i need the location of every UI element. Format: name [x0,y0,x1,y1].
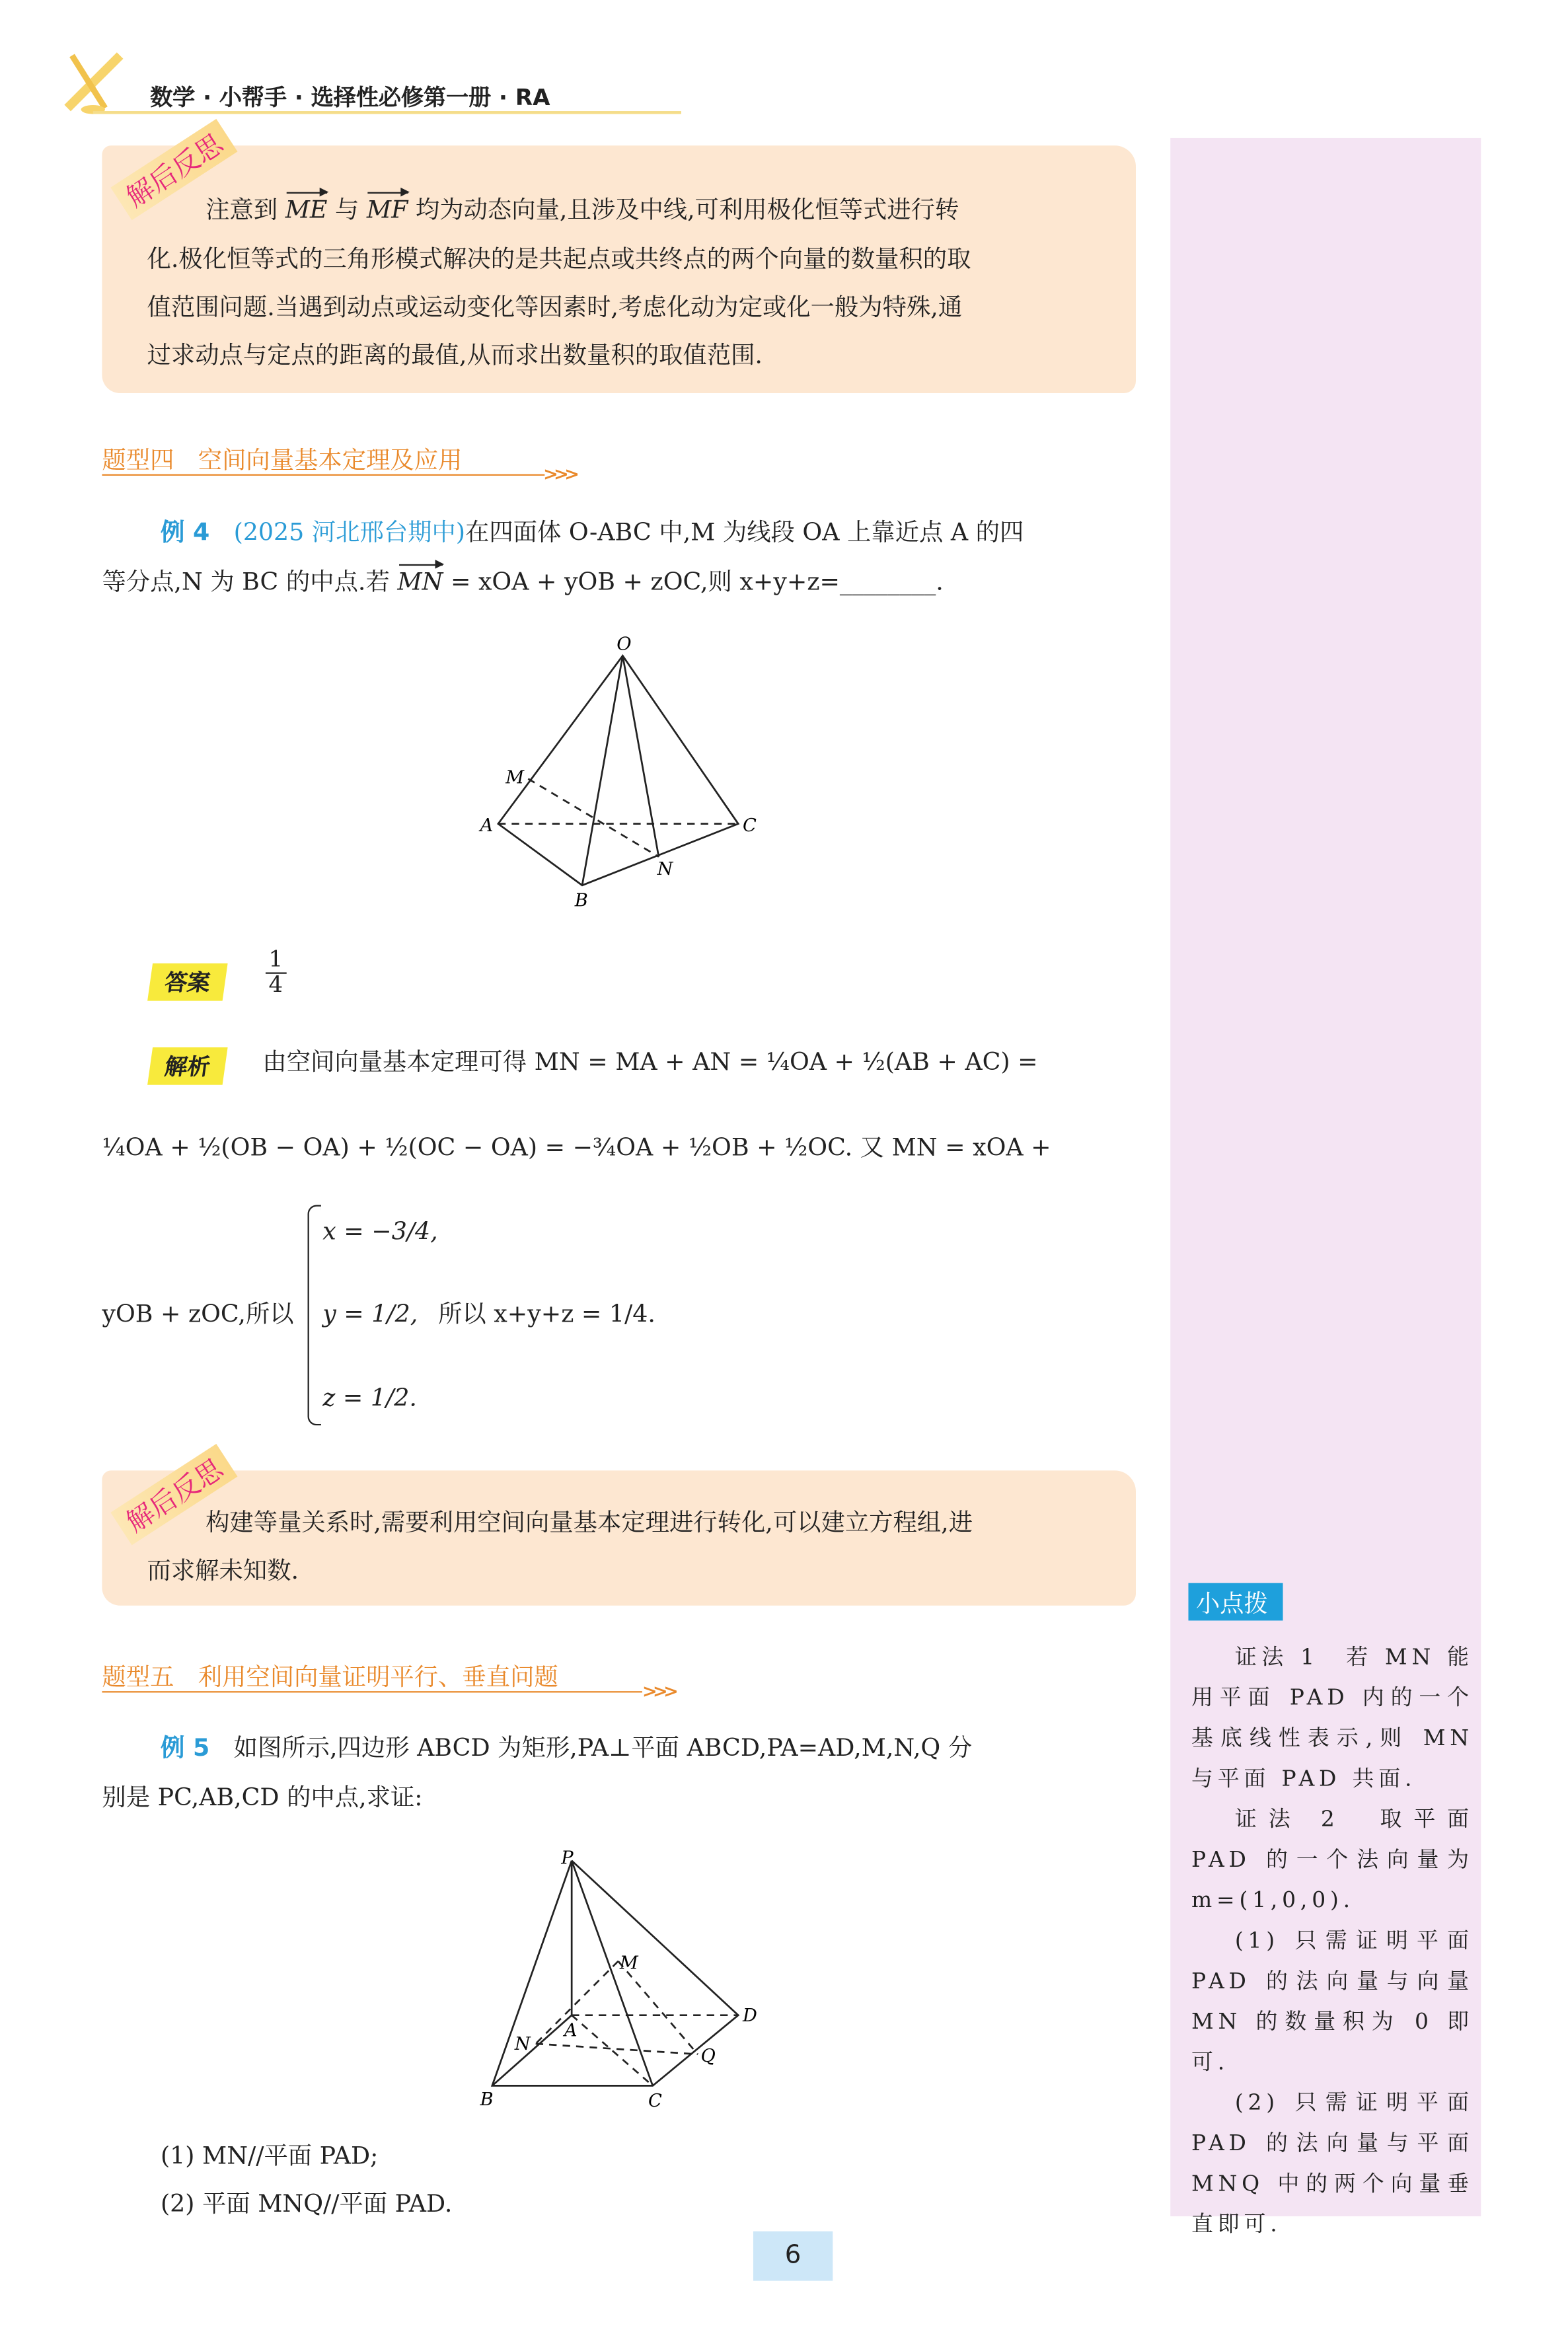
example-5-line-2: 别是 PC,AB,CD 的中点,求证: [102,1782,423,1811]
system-x: x = −3/4, [322,1217,438,1246]
equation: MN = MA + AN = ¼OA + ½(AB + AC) = [534,1047,1038,1076]
conclusion: 所以 x+y+z = 1/4. [438,1299,655,1328]
sidebar-paragraph: (2) 只需证明平面 PAD 的法向量与平面 MNQ 中的两个向量垂直即可. [1191,2091,1474,2237]
sidebar-text [1191,1639,1474,2247]
point-label: N [514,2033,531,2054]
equation: = xOA + yOB + zOC,则 x+y+z=________. [450,567,944,596]
text: 与 [334,195,359,224]
text: 均为动态向量,且涉及中线,可利用极化恒等式进行转 [415,195,959,224]
page-number: 6 [753,2232,833,2281]
example-label: 例 5 [160,1733,210,1762]
reflection-line-2: 而求解未知数. [147,1556,299,1585]
arrows-icon: >>> [642,1680,674,1702]
header-title: 数学 · 小帮手 · 选择性必修第一册 · RA [150,84,550,112]
analysis-line-1 [262,1047,1038,1076]
point-label: D [743,2005,757,2026]
reflection-badge: 解后反思 [110,119,237,220]
reflection-line-4: 过求动点与定点的距离的最值,从而求出数量积的取值范围. [147,340,763,369]
point-label: A [480,815,494,837]
answer-badge: 答案 [147,963,228,1001]
denominator: 4 [268,970,283,998]
answer-fraction [266,945,286,998]
point-label: C [743,815,757,837]
point-label: M [505,767,525,788]
system-y: y = 1/2, [322,1299,418,1328]
text: 等分点,N 为 BC 的中点.若 [102,567,390,596]
brace [308,1205,321,1425]
point-label: M [619,1953,638,1974]
text: 在四面体 O-ABC 中,M 为线段 OA 上靠近点 A 的四 [465,517,1024,546]
sidebar-paragraph: 证法 1 若 MN 能用平面 PAD 内的一个基底线性表示,则 MN 与平面 PAD 共面. [1191,1646,1474,1792]
point-label: B [574,890,588,911]
system-z: z = 1/2. [322,1383,417,1412]
numerator: 1 [266,948,286,973]
point-label: B [480,2089,494,2110]
example-4-line-2: 等分点,N 为 BC 的中点.若 MN = xOA + yOB + zOC,则 x+y+z=________. [102,567,944,596]
point-label: C [648,2091,662,2112]
reflection-line-3: 值范围问题.当遇到动点或运动变化等因素时,考虑化动为定或化一般为特殊,通 [147,292,963,321]
point-label: N [657,858,673,880]
sidebar-paragraph: 证法 2 取平面 PAD 的一个法向量为 m=(1,0,0). [1191,1808,1474,1914]
text: 由空间向量基本定理可得 [262,1047,527,1076]
point-label: A [564,2020,578,2041]
vector-mf: MF [366,195,408,224]
text: 如图所示,四边形 ABCD 为矩形,PA⊥平面 ABCD,PA=AD,M,N,Q 分 [233,1733,973,1762]
arrows-icon: >>> [543,463,576,485]
analysis-line-3: yOB + zOC,所以 [102,1299,294,1328]
example-5-line-1 [160,1733,973,1762]
example-source: (2025 河北邢台期中) [233,517,466,546]
point-label: O [616,634,632,655]
sidebar-paragraph: (1) 只需证明平面 PAD 的法向量与向量 MN 的数量积为 0 即可. [1191,1930,1474,2076]
reflection-badge: 解后反思 [110,1444,237,1545]
reflection-line-1: 构建等量关系时,需要利用空间向量基本定理进行转化,可以建立方程组,进 [205,1508,973,1537]
point-label: P [561,1848,574,1869]
section-heading: 题型四 空间向量基本定理及应用 [102,445,463,474]
reflection-line-2: 化.极化恒等式的三角形模式解决的是共起点或共终点的两个向量的数量积的取 [147,244,971,274]
text: 注意到 [205,195,278,224]
analysis-line-2: ¼OA + ½(OB − OA) + ½(OC − OA) = −¾OA + ½OB + ½OC. 又 MN = xOA + [102,1133,1051,1162]
reflection-box [102,1470,1136,1605]
point-label: Q [700,2046,716,2067]
example-label: 例 4 [160,517,210,546]
question-1: (1) MN//平面 PAD; [160,2141,379,2170]
vector-me: ME [285,195,328,224]
analysis-badge: 解析 [147,1047,228,1085]
tip-badge: 小点拨 [1188,1583,1283,1621]
question-2: (2) 平面 MNQ//平面 PAD. [160,2189,453,2218]
section-heading: 题型五 利用空间向量证明平行、垂直问题 [102,1663,558,1692]
section-rule [102,1691,642,1692]
